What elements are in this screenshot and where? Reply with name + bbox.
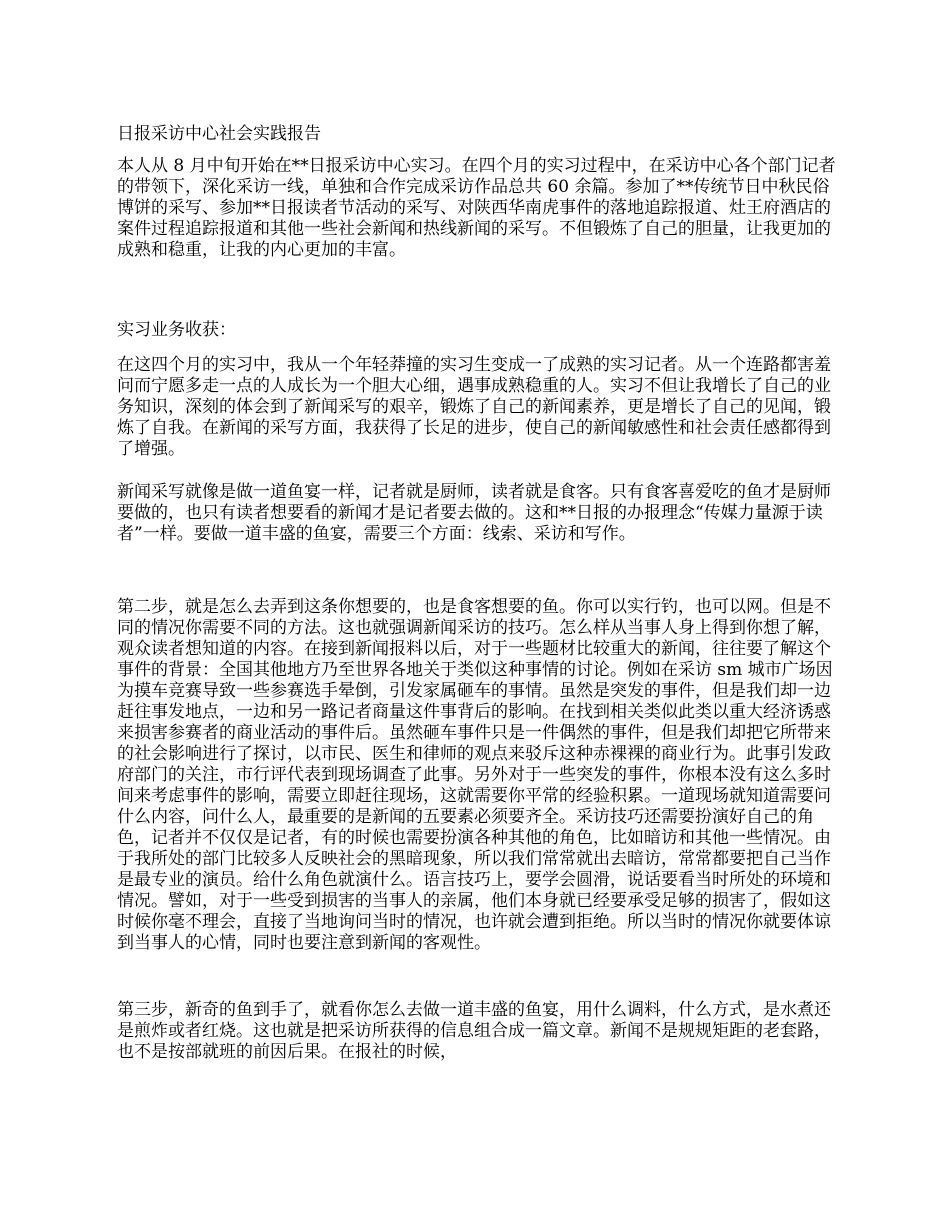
paragraph-step-two: 第二步，就是怎么去弄到这条你想要的，也是食客想要的鱼。你可以实行钓，也可以网。但是不同的情况你需要不同的方法。这也就强调新闻采访的技巧。怎么样从当事人身上得到你想了解，观众读者想知道的内容。在接到新闻报料以后，对于一些题材比较重大的新闻，往往要了解这个事件的背景：全国其他地方乃至世界各地关于类似这种事情的讨论。例如在采访 sm 城市广场因为摸车竞赛导致一些参赛选手晕倒，引发家属砸车的事情。虽然是突发的事件，但是我们却一边赶往事发地点，一边和另一路记者商量这件事背后的影响。在找到相关类似此类以重大经济诱惑来损害参赛者的商业活动的事件后。虽然砸车事件只是一件偶然的事件，但是我们却把它所带来的社会影响进行了探讨，以市民、医生和律师的观点来驳斥这种赤裸裸的商业行为。此事引发政府部门的关注，市行评代表到现场调查了此事。另外对于一些突发的事件，你根本没有这么多时间来考虑事件的影响，需要立即赶往现场，这就需要你平常的经验积累。一道现场就知道需要问什么内容，问什么人，最重要的是新闻的五要素必须要齐全。采访技巧还需要扮演好自己的角色，记者并不仅仅是记者，有的时候也需要扮演各种其他的角色，比如暗访和其他一些情况。由于我所处的部门比较多人反映社会的黑暗现象，所以我们常常就出去暗访，常常都要把自己当作是最专业的演员。给什么角色就演什么。语言技巧上，要学会圆滑，说话要看当时所处的环境和情况。譬如，对于一些受到损害的当事人的亲属，他们本身就已经要承受足够的损害了，假如这时候你毫不理会，直接了当地询问当时的情况，也许就会遭到拒绝。所以当时的情况你就要体谅到当事人的心情，同时也要注意到新闻的客观性。 (117, 597, 833, 953)
paragraph-intro: 本人从 8 月中旬开始在**日报采访中心实习。在四个月的实习过程中，在采访中心各个部门记者的带领下，深化采访一线，单独和合作完成采访作品总共 60 余篇。参加了**传统节日中秋民俗博饼的采写、参加**日报读者节活动的采写、对陕西华南虎事件的落地追踪报道、灶王府酒店的案件过程追踪报道和其他一些社会新闻和热线新闻的采写。不但锻炼了自己的胆量，让我更加的成熟和稳重，让我的内心更加的丰富。 (117, 156, 836, 260)
section-heading: 实习业务收获： (117, 320, 236, 340)
paragraph-step-three: 第三步，新奇的鱼到手了，就看你怎么去做一道丰盛的鱼宴，用什么调料，什么方式，是水煮还是煎炸或者红烧。这也就是把采访所获得的信息组合成一篇文章。新闻不是规规矩距的老套路，也不是按部就班的前因后果。在报社的时候， (117, 1000, 831, 1062)
document-title: 日报采访中心社会实践报告 (117, 124, 321, 144)
paragraph-gains: 在这四个月的实习中，我从一个年轻莽撞的实习生变成一了成熟的实习记者。从一个连路都害羞问而宁愿多走一点的人成长为一个胆大心细，遇事成熟稳重的人。实习不但让我增长了自己的业务知识，深刻的体会到了新闻采写的艰辛，锻炼了自己的新闻素养，更是增长了自己的见闻，锻炼了自我。在新闻的采写方面，我获得了长足的进步，使自己的新闻敏感性和社会责任感都得到了增强。 (117, 355, 831, 459)
paragraph-fish-feast: 新闻采写就像是做一道鱼宴一样，记者就是厨师，读者就是食客。只有食客喜爱吃的鱼才是厨师要做的，也只有读者想要看的新闻才是记者要去做的。这和**日报的办报理念“传媒力量源于读者”一样。要做一道丰盛的鱼宴，需要三个方面：线索、采访和写作。 (117, 482, 831, 544)
